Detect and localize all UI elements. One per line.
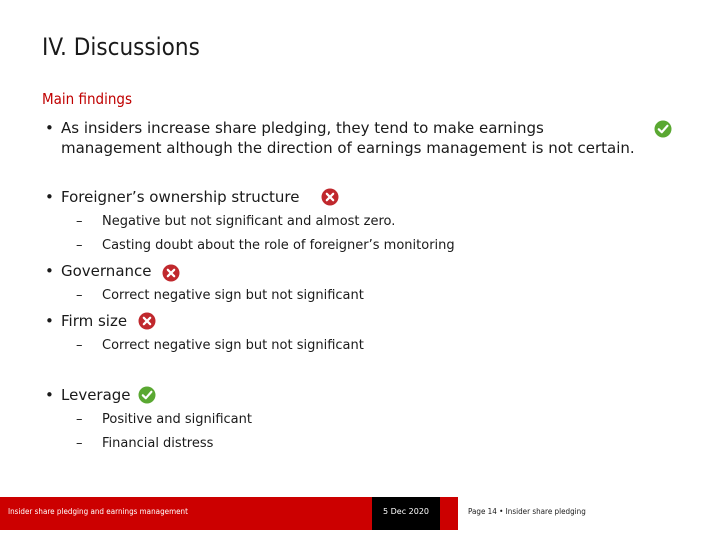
sub-bullet-text: Correct negative sign but not significant [102,288,364,303]
sub-bullet-text: Negative but not significant and almost zero. [102,214,396,229]
bullet-text: As insiders increase share pledging, they tend to make earnings [61,119,544,137]
footer-presentation-title: Insider share pledging and earnings management [8,507,188,516]
sub-bullet-marker: – [76,436,83,451]
bullet-text: Firm size [61,312,128,330]
bullet-text: management although the direction of earnings management is not certain. [61,139,635,157]
cross-icon [138,312,156,330]
check-icon [138,386,156,404]
check-icon [654,120,672,138]
footer-page-number: Page 14 • Insider share pledging [468,507,586,516]
slide-title: IV. Discussions [42,33,200,61]
bullet-marker: • [45,386,54,404]
sub-bullet-text: Correct negative sign but not significant [102,338,364,353]
section-subtitle: Main findings [42,90,133,108]
sub-bullet-marker: – [76,338,83,353]
cross-icon [162,264,180,282]
bullet-marker: • [45,119,54,137]
bullet-marker: • [45,262,54,280]
sub-bullet-marker: – [76,214,83,229]
sub-bullet-marker: – [76,412,83,427]
sub-bullet-text: Casting doubt about the role of foreigner’s monitoring [102,238,455,253]
sub-bullet-marker: – [76,238,83,253]
sub-bullet-text: Financial distress [102,436,214,451]
footer-date: 5 Dec 2020 [383,507,430,516]
bullet-text: Governance [61,262,152,280]
bullet-text: Leverage [61,386,131,404]
sub-bullet-text: Positive and significant [102,412,252,427]
cross-icon [321,188,339,206]
bullet-text: Foreigner’s ownership structure [61,188,300,206]
bullet-marker: • [45,312,54,330]
bullet-marker: • [45,188,54,206]
sub-bullet-marker: – [76,288,83,303]
